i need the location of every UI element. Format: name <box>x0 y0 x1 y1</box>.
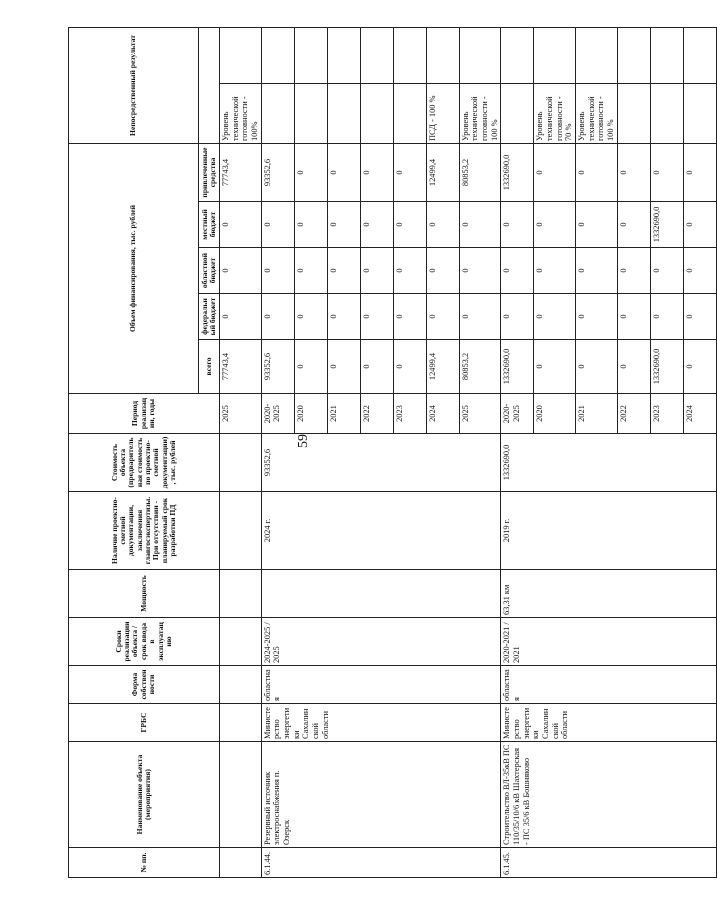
regional-cell: 0 <box>617 248 650 294</box>
total-cell: 93352,6 <box>261 340 294 394</box>
rotated-table-wrapper <box>68 28 694 878</box>
header-result: Непосредственный результат <box>69 27 199 143</box>
result-extra-cell <box>360 27 393 83</box>
total-cell: 0 <box>294 340 327 394</box>
header-result-sub <box>199 27 220 143</box>
attracted-cell: 0 <box>294 144 327 202</box>
attracted-cell: 1332690,0 <box>501 144 534 202</box>
header-capacity: Мощность <box>69 570 220 618</box>
cost-cell: 1332690,0 <box>501 434 716 492</box>
result-cell <box>294 84 327 144</box>
federal-cell: 0 <box>327 294 360 340</box>
federal-cell: 0 <box>220 294 262 340</box>
federal-cell: 0 <box>261 294 294 340</box>
result-extra-cell <box>683 27 716 83</box>
total-cell: 0 <box>617 340 650 394</box>
total-cell: 0 <box>393 340 426 394</box>
federal-cell: 0 <box>650 294 683 340</box>
attracted-cell: 0 <box>393 144 426 202</box>
regional-cell: 0 <box>650 248 683 294</box>
period-cell: 2020 <box>294 394 327 434</box>
attracted-cell: 0 <box>534 144 576 202</box>
total-cell: 77743,4 <box>220 340 262 394</box>
federal-cell: 0 <box>393 294 426 340</box>
table-row <box>220 27 262 877</box>
local-cell: 0 <box>426 202 459 248</box>
header-docs: Наличие проектно-сметной документации, заключения главгосэкспертизы. При отсутствии - планируемый срок разработки ПД <box>69 492 220 570</box>
table-row <box>501 27 534 877</box>
attracted-cell: 0 <box>650 144 683 202</box>
attracted-cell: 0 <box>617 144 650 202</box>
page-number: 59 <box>296 434 311 448</box>
period-cell: 2021 <box>327 394 360 434</box>
local-cell: 0 <box>294 202 327 248</box>
object-name: Резервный источник электроснабжения п. Озерск <box>261 742 501 848</box>
attracted-cell: 0 <box>683 144 716 202</box>
result-extra-cell <box>501 27 534 83</box>
header-ownership: Форма собственности <box>69 666 220 704</box>
period-cell: 2025 <box>459 394 501 434</box>
period-cell: 2023 <box>393 394 426 434</box>
result-extra-cell <box>459 27 501 83</box>
federal-cell: 0 <box>501 294 534 340</box>
local-cell: 0 <box>501 202 534 248</box>
regional-cell: 0 <box>327 248 360 294</box>
result-extra-cell <box>617 27 650 83</box>
result-cell: ПСД - 100 % <box>426 84 459 144</box>
regional-cell: 0 <box>393 248 426 294</box>
federal-cell: 0 <box>617 294 650 340</box>
federal-cell: 0 <box>575 294 617 340</box>
object-name: Строительство ВЛ-35кВ ПС 110/35/10/6 кВ Шахтерская - ПС 35/6 кВ Бошняково <box>501 742 716 848</box>
table-body <box>220 27 717 877</box>
result-extra-cell <box>650 27 683 83</box>
attracted-cell: 77743,4 <box>220 144 262 202</box>
regional-cell: 0 <box>534 248 576 294</box>
period-cell: 2022 <box>360 394 393 434</box>
federal-cell: 0 <box>534 294 576 340</box>
local-cell: 0 <box>393 202 426 248</box>
regional-cell: 0 <box>360 248 393 294</box>
result-cell <box>650 84 683 144</box>
period-cell: 2025 <box>220 394 262 434</box>
total-cell: 0 <box>534 340 576 394</box>
header-name: Наименование объекта (мероприятия) <box>69 742 220 848</box>
period-cell: 2020 <box>534 394 576 434</box>
total-cell: 80853,2 <box>459 340 501 394</box>
result-extra-cell <box>575 27 617 83</box>
regional-cell: 0 <box>459 248 501 294</box>
attracted-cell: 93352,6 <box>261 144 294 202</box>
local-cell: 0 <box>534 202 576 248</box>
local-cell: 0 <box>617 202 650 248</box>
header-cost: Стоимость объекта (предварительная стоимость по проектно-сметной документации), тыс. рублей <box>69 434 220 492</box>
attracted-cell: 12499,4 <box>426 144 459 202</box>
total-cell: 0 <box>327 340 360 394</box>
federal-cell: 0 <box>360 294 393 340</box>
result-extra-cell <box>426 27 459 83</box>
header-row <box>69 27 199 877</box>
result-cell <box>617 84 650 144</box>
period-cell: 2023 <box>650 394 683 434</box>
header-local: местный бюджет <box>199 202 220 248</box>
regional-cell: 0 <box>501 248 534 294</box>
federal-cell: 0 <box>459 294 501 340</box>
total-cell: 0 <box>683 340 716 394</box>
regional-cell: 0 <box>683 248 716 294</box>
grbs-cell: Министерство энергетики Сахалинской области <box>261 704 501 742</box>
result-cell <box>327 84 360 144</box>
period-cell: 2021 <box>575 394 617 434</box>
header-federal: федеральный бюджет <box>199 294 220 340</box>
result-cell <box>393 84 426 144</box>
header-regional: областной бюджет <box>199 248 220 294</box>
ownership-cell: областная <box>501 666 716 704</box>
result-extra-cell <box>327 27 360 83</box>
local-cell: 0 <box>683 202 716 248</box>
period-cell: 2022 <box>617 394 650 434</box>
attracted-cell: 0 <box>360 144 393 202</box>
result-cell <box>683 84 716 144</box>
result-cell <box>360 84 393 144</box>
terms-cell: 2024-2025 / 2025 <box>261 618 501 666</box>
regional-cell: 0 <box>261 248 294 294</box>
regional-cell: 0 <box>575 248 617 294</box>
federal-cell: 0 <box>426 294 459 340</box>
local-cell: 0 <box>459 202 501 248</box>
result-extra-cell <box>294 27 327 83</box>
total-cell: 0 <box>575 340 617 394</box>
attracted-cell: 0 <box>327 144 360 202</box>
row-number: 6.1.44. <box>261 848 501 878</box>
total-cell: 0 <box>360 340 393 394</box>
local-cell: 0 <box>360 202 393 248</box>
local-cell: 0 <box>327 202 360 248</box>
result-cell <box>261 84 294 144</box>
total-cell: 12499,4 <box>426 340 459 394</box>
period-cell: 2024 <box>426 394 459 434</box>
local-cell: 1332690,0 <box>650 202 683 248</box>
docs-cell: 2024 г. <box>261 492 501 570</box>
result-cell: Уровень технической готовности - 100 % <box>575 84 617 144</box>
terms-cell: 2020-2021 / 2021 <box>501 618 716 666</box>
federal-cell: 0 <box>294 294 327 340</box>
federal-cell: 0 <box>683 294 716 340</box>
attracted-cell: 0 <box>575 144 617 202</box>
attracted-cell: 80853,2 <box>459 144 501 202</box>
capacity-cell: 63,31 км <box>501 570 716 618</box>
local-cell: 0 <box>575 202 617 248</box>
result-cell <box>501 84 534 144</box>
result-cell: Уровень технической готовности - 100% <box>220 84 262 144</box>
period-cell: 2024 <box>683 394 716 434</box>
result-extra-cell <box>261 27 294 83</box>
total-cell: 1332690,0 <box>501 340 534 394</box>
docs-cell: 2019 г. <box>501 492 716 570</box>
grbs-cell: Министерство энергетики Сахалинской области <box>501 704 716 742</box>
period-cell: 2020-2025 <box>261 394 294 434</box>
result-extra-cell <box>393 27 426 83</box>
header-period: Период реализации, годы <box>69 394 220 434</box>
period-cell: 2020-2025 <box>501 394 534 434</box>
regional-cell: 0 <box>294 248 327 294</box>
header-total: всего <box>199 340 220 394</box>
regional-cell: 0 <box>426 248 459 294</box>
result-extra-cell <box>534 27 576 83</box>
total-cell: 1332690,0 <box>650 340 683 394</box>
regional-cell: 0 <box>220 248 262 294</box>
header-grbs: ГРБС <box>69 704 220 742</box>
funding-table <box>68 27 717 878</box>
local-cell: 0 <box>261 202 294 248</box>
header-funding: Объем финансирования, тыс. рублей <box>69 144 199 394</box>
result-cell: Уровень технической готовности - 70 % <box>534 84 576 144</box>
cost-cell: 93352,6 <box>261 434 501 492</box>
row-number: 6.1.45. <box>501 848 716 878</box>
capacity-cell <box>261 570 501 618</box>
header-terms: Сроки реализации объекта / срок ввода в эксплуатацию <box>69 618 220 666</box>
table-row <box>261 27 294 877</box>
result-cell: Уровень технической готовности - 100 % <box>459 84 501 144</box>
header-num: № пп. <box>69 848 220 878</box>
ownership-cell: областная <box>261 666 501 704</box>
local-cell: 0 <box>220 202 262 248</box>
header-attracted: привлеченные средства <box>199 144 220 202</box>
